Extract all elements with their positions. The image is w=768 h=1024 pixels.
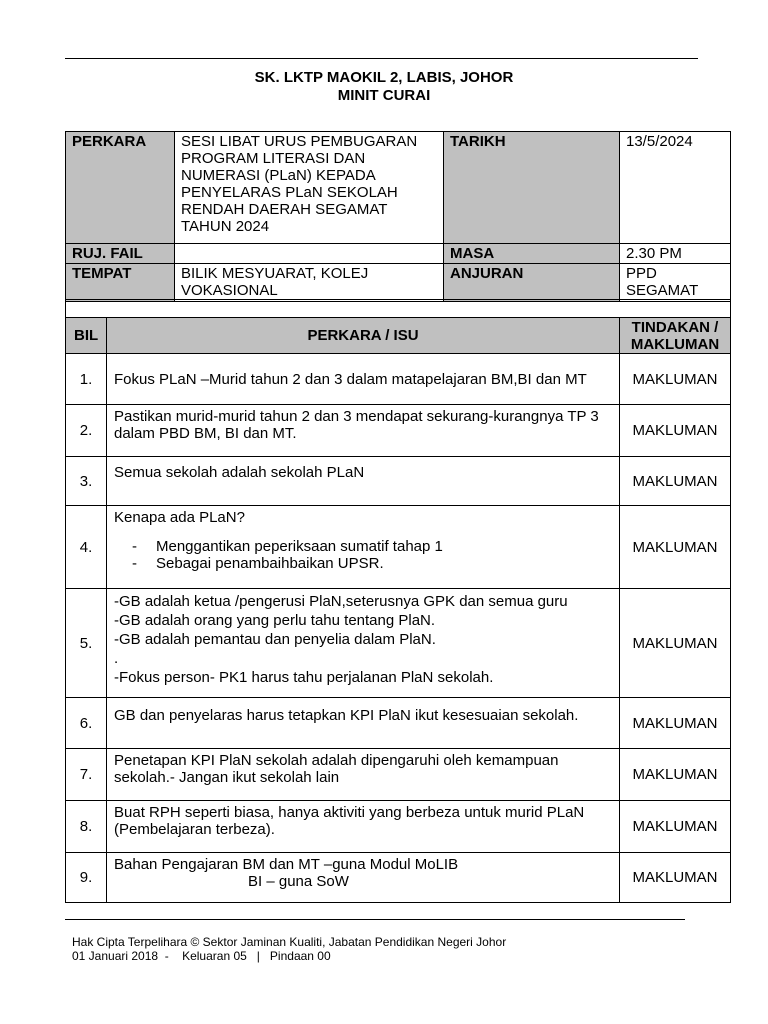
row-number: 8. [66, 801, 107, 853]
footer-pindaan: Pindaan 00 [269, 949, 331, 963]
row-issue [107, 801, 620, 853]
perkara-label: PERKARA [66, 132, 175, 244]
row-number: 1. [66, 354, 107, 405]
row-issue [107, 354, 620, 405]
anjuran-value: PPD SEGAMAT [620, 264, 731, 302]
header-tindakan: TINDAKAN / MAKLUMAN [620, 318, 731, 354]
row-action: MAKLUMAN [620, 698, 731, 749]
ruj-fail-value [175, 244, 444, 264]
tarikh-label: TARIKH [444, 132, 620, 244]
row-number: 3. [66, 457, 107, 506]
issue-line: . [114, 650, 119, 667]
row-action: MAKLUMAN [620, 801, 731, 853]
row-issue [107, 405, 620, 457]
row-action: MAKLUMAN [620, 354, 731, 405]
ruj-fail-label: RUJ. FAIL [66, 244, 175, 264]
header-perkara-isu: PERKARA / ISU [107, 318, 620, 354]
perkara-value: SESI LIBAT URUS PEMBUGARAN PROGRAM LITERASI DAN NUMERASI (PLaN) KEPADA PENYELARAS PLaN SEKOLAH RENDAH DAERAH SEGAMAT TAHUN 2024 [175, 132, 444, 244]
table-row [66, 801, 731, 853]
info-row-tempat [66, 264, 731, 302]
tempat-value: BILIK MESYUARAT, KOLEJ VOKASIONAL [175, 264, 444, 302]
table-row [66, 749, 731, 801]
issue-line: -GB adalah pemantau dan penyelia dalam PlaN. [114, 631, 436, 648]
row-issue [107, 589, 620, 698]
anjuran-label: ANJURAN [444, 264, 620, 302]
issue-line: -Fokus person- PK1 harus tahu perjalanan PlaN sekolah. [114, 669, 494, 686]
top-rule [65, 58, 698, 59]
row-action: MAKLUMAN [620, 589, 731, 698]
tarikh-value: 13/5/2024 [620, 132, 731, 244]
table-row [66, 457, 731, 506]
footer-edition-line: 01 Januari 2018 - Keluaran 05 | Pindaan 00 [72, 949, 331, 963]
footer-rule [65, 919, 685, 920]
row-issue [107, 749, 620, 801]
issue-line: Bahan Pengajaran BM dan MT –guna Modul MoLIB [114, 856, 459, 873]
footer-keluaran: Keluaran 05 [182, 949, 247, 963]
issue-line: -GB adalah orang yang perlu tahu tentang PlaN. [114, 612, 436, 629]
table-row [66, 506, 731, 589]
minutes-table [65, 299, 731, 903]
meeting-info-table [65, 131, 731, 302]
table-row [66, 698, 731, 749]
row-number: 6. [66, 698, 107, 749]
masa-value: 2.30 PM [620, 244, 731, 264]
issue-line-indented: BI – guna SoW [248, 873, 349, 890]
row-issue [107, 853, 620, 903]
table-row [66, 405, 731, 457]
row-number: 2. [66, 405, 107, 457]
table-row [66, 354, 731, 405]
row-action: MAKLUMAN [620, 749, 731, 801]
footer-date: 01 Januari 2018 [72, 949, 159, 963]
bullet-item: - Menggantikan peperiksaan sumatif tahap 1 [132, 538, 443, 555]
row-action: MAKLUMAN [620, 853, 731, 903]
issue-line: GB dan penyelaras harus tetapkan KPI PlaN ikut kesesuaian sekolah. [114, 707, 579, 724]
row-number: 4. [66, 506, 107, 589]
masa-label: MASA [444, 244, 620, 264]
row-action: MAKLUMAN [620, 405, 731, 457]
issue-line: Penetapan KPI PlaN sekolah adalah dipengaruhi oleh kemampuan sekolah.- Jangan ikut sekolah lain [114, 752, 559, 786]
row-action: MAKLUMAN [620, 506, 731, 589]
table-row [66, 589, 731, 698]
spacer-row [66, 300, 731, 318]
issue-line: Pastikan murid-murid tahun 2 dan 3 mendapat sekurang-kurangnya TP 3 dalam PBD BM, BI dan MT. [114, 408, 599, 442]
header-bil: BIL [66, 318, 107, 354]
issue-line: -GB adalah ketua /pengerusi PlaN,seterusnya GPK dan semua guru [114, 593, 568, 610]
issue-line: Semua sekolah adalah sekolah PLaN [114, 464, 365, 481]
school-name: SK. LKTP MAOKIL 2, LABIS, JOHOR [254, 69, 514, 86]
document-title: MINIT CURAI [337, 87, 431, 104]
issue-line: Fokus PLaN –Murid tahun 2 dan 3 dalam matapelajaran BM,BI dan MT [114, 370, 587, 388]
info-row-perkara [66, 132, 731, 244]
footer-copyright: Hak Cipta Terpelihara © Sektor Jaminan Kualiti, Jabatan Pendidikan Negeri Johor [72, 935, 507, 949]
row-action: MAKLUMAN [620, 457, 731, 506]
row-issue [107, 698, 620, 749]
issue-line: Buat RPH seperti biasa, hanya aktiviti yang berbeza untuk murid PLaN (Pembelajaran terbeza). [114, 804, 585, 838]
row-issue [107, 506, 620, 589]
row-number: 5. [66, 589, 107, 698]
minutes-header-row [66, 318, 731, 354]
issue-line: Kenapa ada PLaN? [114, 509, 245, 526]
row-number: 7. [66, 749, 107, 801]
table-row [66, 853, 731, 903]
info-row-ruj [66, 244, 731, 264]
bullet-item: - Sebagai penambaihbaikan UPSR. [132, 555, 384, 572]
row-number: 9. [66, 853, 107, 903]
row-issue [107, 457, 620, 506]
tempat-label: TEMPAT [66, 264, 175, 302]
